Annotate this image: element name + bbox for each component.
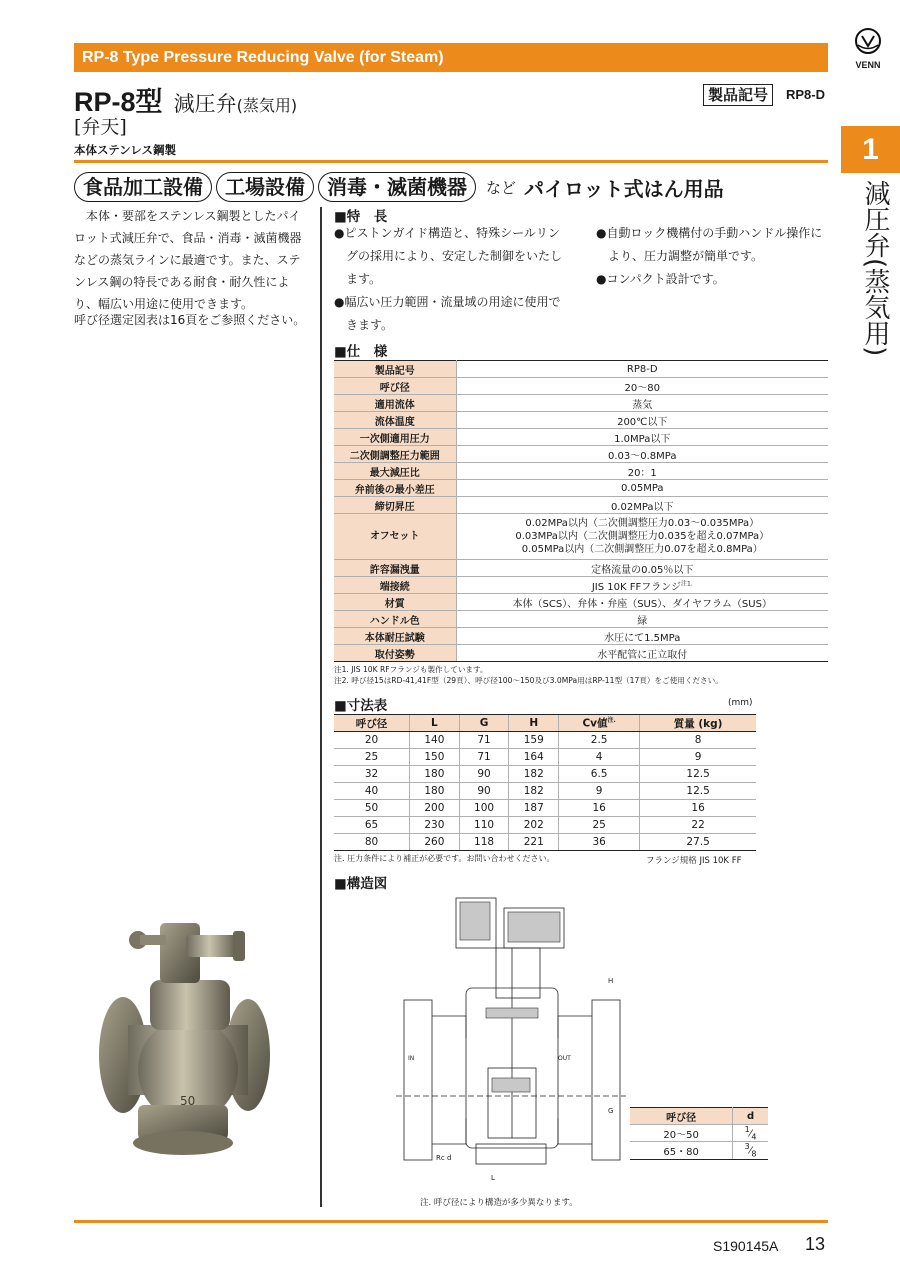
product-code-label: 製品記号 xyxy=(703,84,773,106)
table-cell: 9 xyxy=(640,749,756,766)
column-divider xyxy=(320,207,322,1207)
fraction-denominator: 8 xyxy=(751,1149,757,1159)
spec-label: 材質 xyxy=(334,594,456,611)
feature-item: ●幅広い圧力範囲・流量域の用途に使用できます。 xyxy=(334,295,561,332)
spec-note: 注2. 呼び径15はRD-41,41F型（29頁）、呼び径100〜150及び3.0MPa用はRP-11型（17頁）をご使用ください。 xyxy=(334,676,723,685)
h-label: H xyxy=(608,977,614,985)
table-row xyxy=(334,560,828,577)
spec-value: 水平配管に正立取付 xyxy=(456,645,828,662)
table-row xyxy=(334,645,828,662)
table-cell: 71 xyxy=(459,749,509,766)
table-row xyxy=(630,1125,768,1142)
table-cell: 22 xyxy=(640,817,756,834)
model-name: RP-8型 xyxy=(74,87,163,117)
table-cell: 180 xyxy=(410,766,460,783)
dimensions-table xyxy=(334,714,756,851)
table-cell: 9 xyxy=(559,783,640,800)
table-cell: 230 xyxy=(410,817,460,834)
product-name-sub: (蒸気用) xyxy=(236,96,298,115)
spec-label: 一次側適用圧力 xyxy=(334,429,456,446)
venn-logo xyxy=(851,26,885,70)
spec-heading: ■仕 様 xyxy=(334,344,388,360)
table-cell: 71 xyxy=(459,732,509,749)
spec-label: 許容漏洩量 xyxy=(334,560,456,577)
table-row xyxy=(334,395,828,412)
spec-value: 水圧にて1.5MPa xyxy=(456,628,828,645)
note-ref: 注1. xyxy=(680,580,693,588)
spec-label: 最大減圧比 xyxy=(334,463,456,480)
table-cell: 20 xyxy=(334,732,410,749)
table-row xyxy=(334,497,828,514)
spec-label: 二次側調整圧力範囲 xyxy=(334,446,456,463)
spec-value: 緑 xyxy=(456,611,828,628)
table-cell: 80 xyxy=(334,834,410,851)
cv-header: Cv値 xyxy=(582,717,608,730)
column-header: L xyxy=(410,715,460,732)
spec-label: 締切昇圧 xyxy=(334,497,456,514)
application-categories xyxy=(74,170,724,204)
features-left xyxy=(334,222,570,337)
spec-value: 20〜80 xyxy=(456,378,828,395)
column-header: 呼び径 xyxy=(630,1108,733,1125)
table-row xyxy=(334,800,756,817)
port-size-nominal: 20〜50 xyxy=(630,1125,733,1142)
spec-table xyxy=(334,360,828,662)
table-cell: 159 xyxy=(509,732,559,749)
offset-line: 0.02MPa以内（二次側調整圧力0.03〜0.035MPa） xyxy=(525,518,760,529)
offset-line: 0.03MPa以内（二次側調整圧力0.035を超え0.07MPa） xyxy=(515,531,770,542)
table-cell: 4 xyxy=(559,749,640,766)
fraction-numerator: 3 xyxy=(744,1142,750,1152)
table-cell: 118 xyxy=(459,834,509,851)
table-row xyxy=(334,628,828,645)
category-pill: 工場設備 xyxy=(216,172,314,202)
spec-value: 定格流量の0.05％以下 xyxy=(456,560,828,577)
table-cell: 6.5 xyxy=(559,766,640,783)
table-row xyxy=(334,749,756,766)
table-cell: 16 xyxy=(640,800,756,817)
table-cell: 25 xyxy=(559,817,640,834)
table-row xyxy=(334,514,828,560)
spec-value: 200℃以下 xyxy=(456,412,828,429)
spec-value xyxy=(456,577,828,594)
spec-label: 製品記号 xyxy=(334,361,456,378)
intro-text: 本体・要部をステンレス鋼製としたパイロット式減圧弁で、食品・消毒・滅菌機器などの蒸気ラインに最適です。また、ステンレス鋼の特長である耐食・耐久性により、幅広い用途に使用できます。 xyxy=(74,209,302,311)
spec-label: 端接続 xyxy=(334,577,456,594)
structure-note: 注. 呼び径により構造が多少異なります。 xyxy=(420,1198,578,1208)
table-row xyxy=(334,783,756,800)
table-row xyxy=(334,834,756,851)
table-cell: 36 xyxy=(559,834,640,851)
spec-label: 流体温度 xyxy=(334,412,456,429)
feature-item: ●ピストンガイド構造と、特殊シールリングの採用により、安定した制御をいたします。 xyxy=(334,226,563,286)
l-label: L xyxy=(491,1174,495,1182)
table-row xyxy=(630,1142,768,1159)
column-header: 呼び径 xyxy=(334,715,410,732)
table-row xyxy=(334,378,828,395)
spec-value: RP8-D xyxy=(456,361,828,378)
note-ref: 注. xyxy=(607,717,616,725)
section-drawing xyxy=(396,888,626,1188)
table-row xyxy=(334,412,828,429)
spec-label: 呼び径 xyxy=(334,378,456,395)
table-cell: 180 xyxy=(410,783,460,800)
feature-item: ●自動ロック機構付の手動ハンドル操作により、圧力調整が簡単です。 xyxy=(596,226,823,263)
table-cell: 182 xyxy=(509,783,559,800)
venn-logo-text: VENN xyxy=(855,60,881,70)
table-cell: 32 xyxy=(334,766,410,783)
spec-value: 0.05MPa xyxy=(456,480,828,497)
table-cell: 150 xyxy=(410,749,460,766)
category-etc: など xyxy=(486,178,517,197)
table-cell: 27.5 xyxy=(640,834,756,851)
page-number: 13 xyxy=(805,1234,826,1254)
table-cell: 260 xyxy=(410,834,460,851)
header-divider xyxy=(74,160,828,163)
svg-text:50: 50 xyxy=(180,1094,196,1108)
spec-label: 本体耐圧試験 xyxy=(334,628,456,645)
spec-value: 0.02MPa以下 xyxy=(456,497,828,514)
spec-label: 取付姿勢 xyxy=(334,645,456,662)
table-cell: 8 xyxy=(640,732,756,749)
flange-standard: フランジ規格 JIS 10K FF xyxy=(646,856,742,866)
spec-label: 適用流体 xyxy=(334,395,456,412)
table-cell: 140 xyxy=(410,732,460,749)
column-header xyxy=(559,715,640,732)
spec-value xyxy=(456,514,828,560)
column-header: 質量 (kg) xyxy=(640,715,756,732)
end-connection: JIS 10K FFフランジ xyxy=(591,581,681,593)
product-title xyxy=(74,80,298,117)
table-row xyxy=(334,480,828,497)
offset-line: 0.05MPa以内（二次側調整圧力0.07を超え0.8MPa） xyxy=(521,544,763,555)
table-row xyxy=(334,361,828,378)
spec-value: 20：1 xyxy=(456,463,828,480)
table-row xyxy=(334,732,756,749)
title-banner: RP-8 Type Pressure Reducing Valve (for Steam) xyxy=(74,43,828,72)
port-size-d: $^3⁄_8$ xyxy=(733,1142,768,1159)
table-row xyxy=(334,766,756,783)
spec-value: 蒸気 xyxy=(456,395,828,412)
table-header-row xyxy=(334,715,756,732)
in-label: IN xyxy=(408,1055,415,1062)
footer-divider xyxy=(74,1220,828,1223)
port-size-d: $^1⁄_4$ xyxy=(733,1125,768,1142)
table-row xyxy=(334,429,828,446)
document-number: S190145A xyxy=(713,1238,779,1254)
product-code-value: RP8-D xyxy=(786,87,826,102)
valve-photo xyxy=(88,905,278,1160)
spec-note: 注1. JIS 10K RFフランジも製作しています。 xyxy=(334,665,488,674)
table-row xyxy=(334,446,828,463)
spec-label: 弁前後の最小差圧 xyxy=(334,480,456,497)
dimensions-heading: ■寸法表 xyxy=(334,698,388,714)
structure-heading: ■構造図 xyxy=(334,876,388,892)
port-size-table xyxy=(630,1107,768,1160)
spec-label: オフセット xyxy=(334,514,456,560)
category-pill: 消毒・滅菌機器 xyxy=(318,172,476,202)
table-cell: 40 xyxy=(334,783,410,800)
table-cell: 164 xyxy=(509,749,559,766)
fraction-numerator: 1 xyxy=(744,1125,750,1134)
features-heading: ■特 長 xyxy=(334,209,388,225)
spec-label: ハンドル色 xyxy=(334,611,456,628)
table-cell: 221 xyxy=(509,834,559,851)
table-cell: 2.5 xyxy=(559,732,640,749)
table-cell: 65 xyxy=(334,817,410,834)
product-name: 減圧弁 xyxy=(173,92,237,116)
column-header: d xyxy=(733,1108,768,1125)
table-cell: 100 xyxy=(459,800,509,817)
fraction-denominator: 4 xyxy=(751,1132,757,1142)
body-material: 本体ステンレス鋼製 xyxy=(74,143,177,157)
category-pill: 食品加工設備 xyxy=(74,172,212,202)
product-type: パイロット式はん用品 xyxy=(524,176,724,201)
table-cell: 50 xyxy=(334,800,410,817)
port-size-nominal: 65・80 xyxy=(630,1142,733,1159)
dimensions-unit: (mm) xyxy=(728,698,753,708)
table-cell: 110 xyxy=(459,817,509,834)
table-cell: 90 xyxy=(459,783,509,800)
column-header: H xyxy=(509,715,559,732)
chapter-number: 1 xyxy=(841,126,900,173)
table-cell: 187 xyxy=(509,800,559,817)
intro-reference: 呼び径選定図表は16頁をご参照ください。 xyxy=(74,313,306,327)
table-cell: 200 xyxy=(410,800,460,817)
brand-name: [弁天] xyxy=(74,116,127,138)
features-right xyxy=(596,222,830,291)
table-row xyxy=(334,577,828,594)
table-cell: 25 xyxy=(334,749,410,766)
chapter-name: 減圧弁(蒸気用) xyxy=(860,180,890,357)
table-cell: 12.5 xyxy=(640,783,756,800)
spec-value: 本体（SCS）、弁体・弁座（SUS）、ダイヤフラム（SUS） xyxy=(456,594,828,611)
table-row xyxy=(334,463,828,480)
spec-value: 0.03〜0.8MPa xyxy=(456,446,828,463)
table-cell: 12.5 xyxy=(640,766,756,783)
feature-item: ●コンパクト設計です。 xyxy=(596,272,725,286)
venn-logo-icon xyxy=(853,26,883,56)
table-cell: 202 xyxy=(509,817,559,834)
spec-notes xyxy=(334,664,723,686)
rc-label: Rc d xyxy=(436,1154,452,1162)
g-label: G xyxy=(608,1107,614,1115)
table-row xyxy=(334,611,828,628)
spec-value: 1.0MPa以下 xyxy=(456,429,828,446)
table-cell: 16 xyxy=(559,800,640,817)
table-cell: 182 xyxy=(509,766,559,783)
table-header-row xyxy=(630,1108,768,1125)
column-header: G xyxy=(459,715,509,732)
table-cell: 90 xyxy=(459,766,509,783)
dimensions-note: 注. 圧力条件により補正が必要です。お問い合わせください。 xyxy=(334,854,555,863)
out-label: OUT xyxy=(558,1055,571,1062)
table-row xyxy=(334,817,756,834)
table-row xyxy=(334,594,828,611)
